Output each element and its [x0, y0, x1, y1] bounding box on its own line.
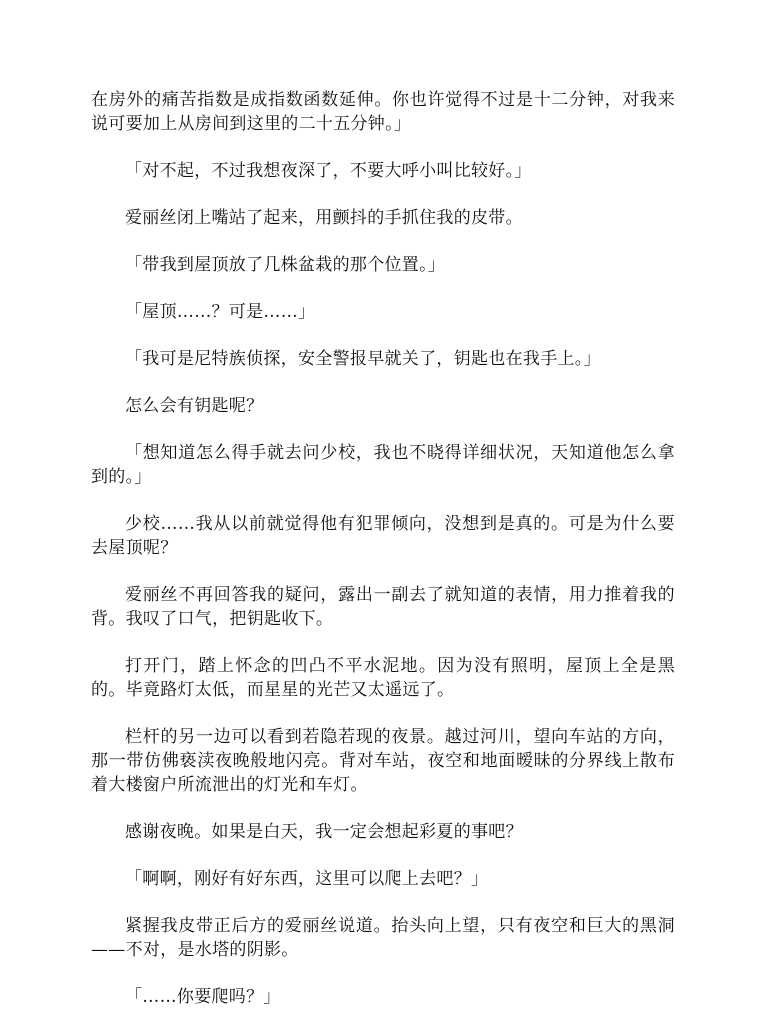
paragraph: 「我可是尼特族侦探，安全警报早就关了，钥匙也在我手上。」	[125, 349, 601, 369]
text-body	[91, 88, 675, 1032]
paragraph: 少校……我从以前就觉得他有犯罪倾向，没想到是真的。可是为什么要去屋顶呢？	[91, 514, 675, 558]
paragraph: 「……你要爬吗？」	[125, 987, 281, 1007]
paragraph: 「屋顶……？可是……」	[125, 302, 316, 322]
paragraph: 感谢夜晚。如果是白天，我一定会想起彩夏的事吧？	[125, 822, 523, 842]
paragraph: 爱丽丝闭上嘴站了起来，用颤抖的手抓住我的皮带。	[125, 208, 523, 228]
paragraph: 打开门，踏上怀念的凹凸不平水泥地。因为没有照明，屋顶上全是黑的。毕竟路灯太低，而星星的光芒又太遥远了。	[91, 656, 675, 700]
paragraph: 「带我到屋顶放了几株盆栽的那个位置。」	[125, 255, 446, 275]
paragraph: 在房外的痛苦指数是成指数函数延伸。你也许觉得不过是十二分钟，对我来说可要加上从房间到这里的二十五分钟。」	[91, 90, 675, 134]
paragraph: 怎么会有钥匙呢？	[125, 396, 264, 416]
paragraph: 「啊啊，刚好有好东西，这里可以爬上去吧？」	[125, 869, 489, 889]
paragraph: 「想知道怎么得手就去问少校，我也不晓得详细状况，天知道他怎么拿到的。」	[91, 443, 675, 487]
paragraph: 「对不起，不过我想夜深了，不要大呼小叫比较好。」	[125, 161, 532, 181]
paragraph: 栏杆的另一边可以看到若隐若现的夜景。越过河川，望向车站的方向，那一带仿佛亵渎夜晚般地闪亮。背对车站，夜空和地面暧昧的分界线上散布着大楼窗户所流泄出的灯光和车灯。	[91, 727, 675, 795]
paragraph: 爱丽丝不再回答我的疑问，露出一副去了就知道的表情，用力推着我的背。我叹了口气，把钥匙收下。	[91, 585, 675, 629]
paragraph: 紧握我皮带正后方的爱丽丝说道。抬头向上望，只有夜空和巨大的黑洞——不对，是水塔的阴影。	[91, 916, 675, 960]
